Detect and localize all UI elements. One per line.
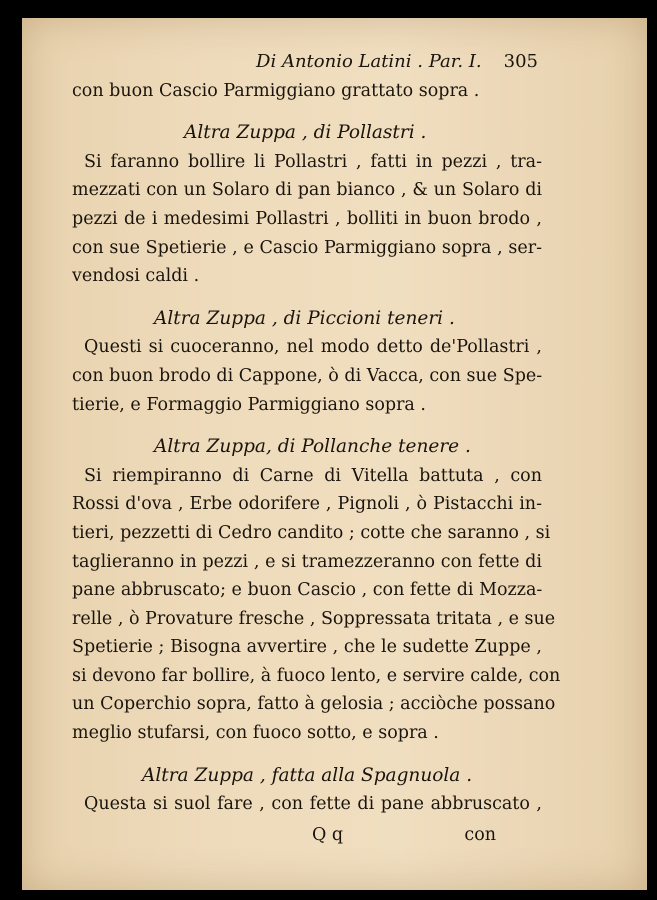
text-line: taglieranno in pezzi , e si tramezzeranno con fette di [72,551,542,572]
text-line: vendosi caldi . [72,266,200,287]
text-line: un Coperchio sopra, fatto à gelosia ; acciòche possano [72,694,556,715]
catchword: con [464,824,496,845]
scan-frame [10,10,647,890]
text-line: pezzi de i medesimi Pollastri , bolliti in buon brodo , [72,208,542,229]
opening-line: con buon Cascio Parmiggiano grattato sopra . [72,80,480,101]
text-line: Si faranno bollire li Pollastri , fatti in pezzi , tra- [84,151,542,172]
text-line: con buon brodo di Cappone, ò di Vacca, con sue Spe- [72,365,543,386]
text-line: Rossi d'ova , Erbe odorifere , Pignoli , ò Pistacchi in- [72,494,542,515]
text-line: tieri, pezzetti di Cedro candito ; cotte che saranno , si [72,522,551,543]
section-heading: Altra Zuppa , di Piccioni teneri . [154,307,455,329]
text-line: con sue Spetierie , e Cascio Parmiggiano sopra , ser- [72,237,542,258]
page-number: 305 [503,51,538,72]
text-line: Questi si cuoceranno, nel modo detto de'Pollastri , [84,337,542,358]
text-line: Si riempiranno di Carne di Vitella battuta , con [84,465,542,486]
page-footer [72,821,542,850]
signature-mark: Q q [312,824,344,845]
running-head-title: Di Antonio Latini . Par. I. [256,51,482,72]
text-line: tierie, e Formaggio Parmiggiano sopra . [72,394,426,415]
text-line: pane abbruscato; e buon Cascio , con fette di Mozza- [72,580,543,601]
text-line: Questa si suol fare , con fette di pane abbruscato , [84,794,542,815]
page-content [72,48,561,849]
text-line: Spetierie ; Bisogna avvertire , che le sudette Zuppe , [72,637,542,658]
text-line: relle , ò Provature fresche , Soppressata tritata , e sue [72,608,556,629]
book-page [22,18,647,890]
section-heading: Altra Zuppa , di Pollastri . [184,122,427,144]
section-heading: Altra Zuppa , fatta alla Spagnuola . [142,764,473,786]
running-head [72,48,542,77]
text-line: si devono far bollire, à fuoco lento, e servire calde, con [72,665,561,686]
text-line: mezzati con un Solaro di pan bianco , & un Solaro di [72,180,542,201]
section-heading: Altra Zuppa, di Pollanche tenere . [154,436,471,458]
text-line: meglio stufarsi, con fuoco sotto, e sopra . [72,723,439,744]
